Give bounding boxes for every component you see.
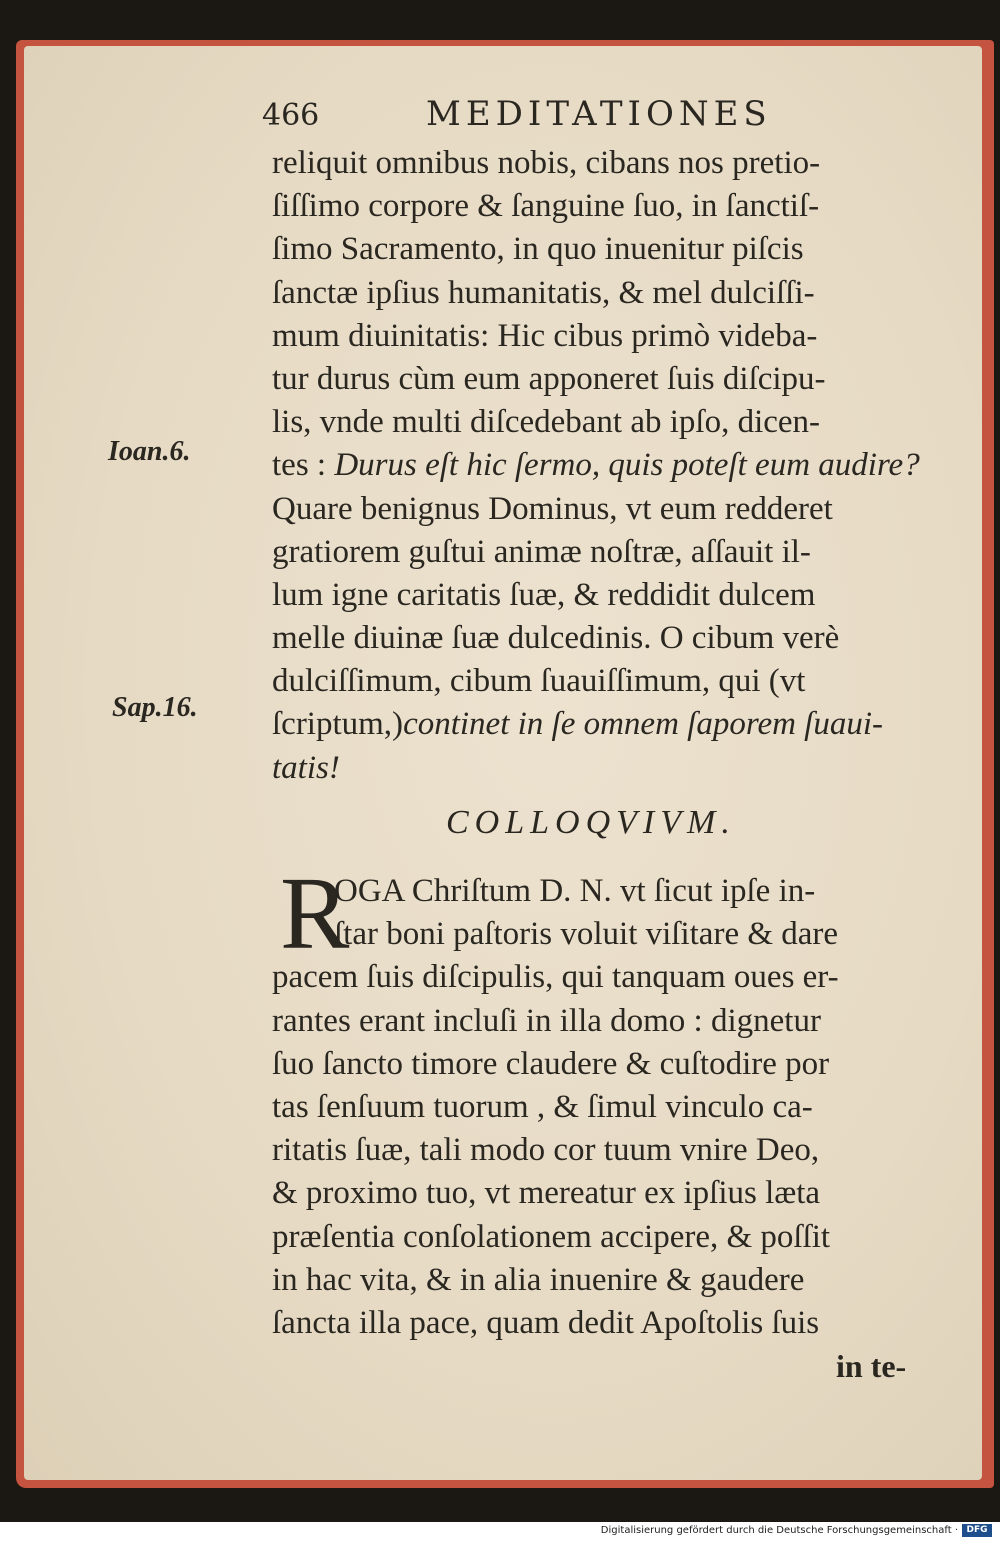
catchword: in te- bbox=[836, 1348, 907, 1384]
section-heading: COLLOQVIVM. bbox=[446, 804, 736, 841]
page-number: 466 bbox=[262, 98, 320, 133]
running-header bbox=[262, 92, 822, 136]
text-line: melle diuinæ ſuæ dulcedinis. O cibum verè bbox=[272, 620, 840, 657]
text-line: lum igne caritatis ſuæ, & reddidit dulcem bbox=[272, 576, 816, 613]
text-line: Quare benignus Dominus, vt eum redderet bbox=[272, 490, 833, 527]
text-line: præſentia conſolationem accipere, & poſſit bbox=[272, 1218, 831, 1255]
text-line: OGA Chriſtum D. N. vt ſicut ipſe in- bbox=[334, 873, 816, 909]
dfg-logo: DFG bbox=[962, 1524, 992, 1537]
text-line: dulciſſimum, cibum ſuauiſſimum, qui (vt bbox=[272, 663, 806, 700]
text-line: gratiorem guſtui animæ noſtræ, aſſauit il- bbox=[272, 533, 811, 570]
paragraph-2 bbox=[272, 870, 940, 1345]
text-line: ſiſſimo corpore & ſanguine ſuo, in ſanctiſ- bbox=[272, 188, 820, 225]
margin-note-ioan: Ioan.6. bbox=[108, 436, 191, 467]
text-line-quote bbox=[272, 444, 940, 487]
text-line: ritatis ſuæ, tali modo cor tuum vnire Deo, bbox=[272, 1132, 820, 1169]
funding-credit: Digitalisierung gefördert durch die Deutsche Forschungsgemeinschaft · bbox=[600, 1525, 958, 1536]
scripture-quote: Durus eſt hic ſermo, quis poteſt eum audire? bbox=[334, 447, 920, 484]
text-line: & proximo tuo, vt mereatur ex ipſius læta bbox=[272, 1175, 821, 1212]
text-line: ſimo Sacramento, in quo inuenitur piſcis bbox=[272, 231, 804, 268]
quote-prefix: ſcriptum,) bbox=[272, 706, 404, 743]
text-line: rantes erant incluſi in illa domo : dignetur bbox=[272, 1002, 821, 1039]
text-line: tur durus cùm eum apponeret ſuis diſcipu- bbox=[272, 360, 826, 397]
text-line: pacem ſuis diſcipulis, qui tanquam oues er- bbox=[272, 959, 839, 996]
running-title: MEDITATIONES bbox=[426, 94, 772, 134]
text-line-quote bbox=[272, 703, 940, 746]
margin-note-sap: Sap.16. bbox=[112, 692, 198, 723]
quote-prefix: tes : bbox=[272, 447, 327, 484]
text-line: ſtar boni paſtoris voluit viſitare & dare bbox=[334, 916, 839, 953]
text-line: reliquit omnibus nobis, cibans nos pretio- bbox=[272, 145, 821, 181]
text-line: ſuo ſancto timore claudere & cuſtodire por bbox=[272, 1045, 830, 1082]
scripture-quote: continet in ſe omnem ſaporem ſuaui- bbox=[403, 706, 883, 743]
text-line: tas ſenſuum tuorum , & ſimul vinculo ca- bbox=[272, 1088, 813, 1125]
text-line: mum diuinitatis: Hic cibus primò videba- bbox=[272, 317, 818, 354]
scripture-quote-end: tatis! bbox=[272, 749, 340, 786]
text-line: ſanctæ ipſius humanitatis, & mel dulciſſi- bbox=[272, 274, 815, 311]
text-line: lis, vnde multi diſcedebant ab ipſo, dicen- bbox=[272, 404, 821, 441]
text-line: ſancta illa pace, quam dedit Apoſtolis ſuis bbox=[272, 1304, 820, 1341]
drop-cap: R bbox=[280, 856, 350, 971]
text-line: in hac vita, & in alia inuenire & gaudere bbox=[272, 1261, 805, 1298]
paragraph-1 bbox=[272, 142, 940, 790]
